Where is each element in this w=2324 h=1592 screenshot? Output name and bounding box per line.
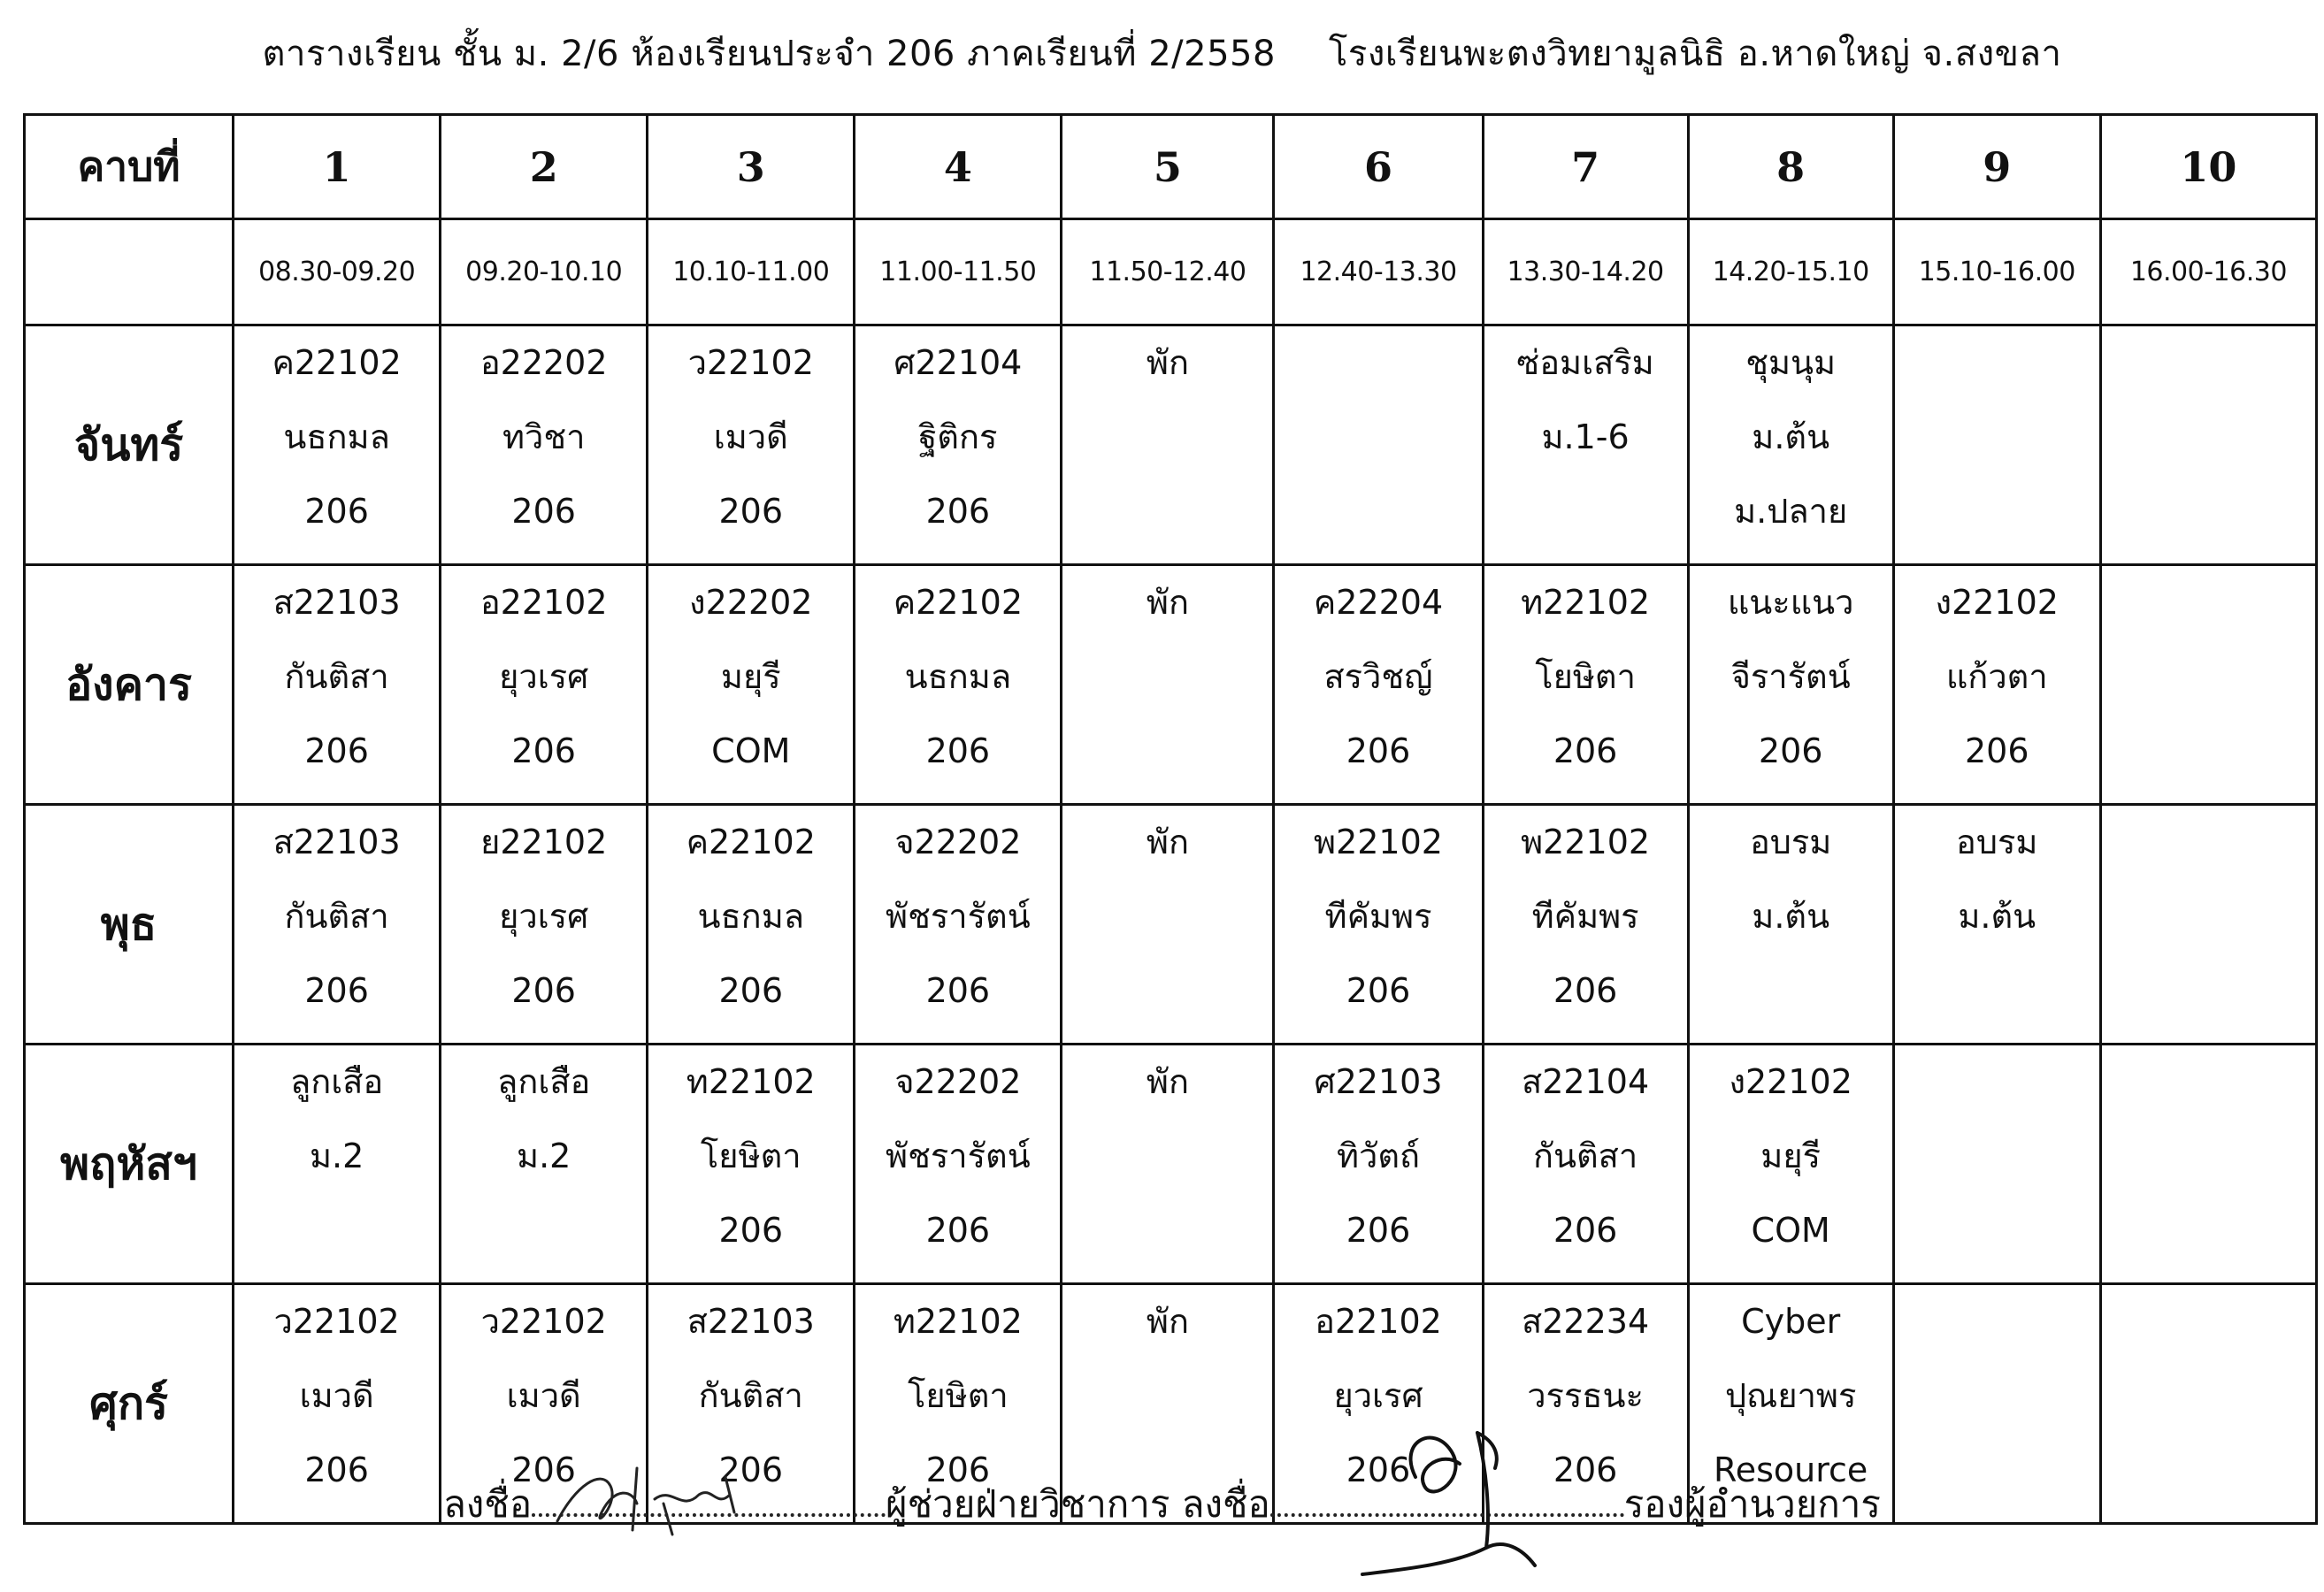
slot-room: 206	[718, 492, 784, 531]
slot-subject: ค22204	[1313, 583, 1444, 622]
slot-room	[1062, 489, 1272, 563]
slot-subject	[1895, 1299, 2099, 1374]
slot-teacher	[1062, 894, 1272, 968]
slot-teacher: ทีคัมพร	[1324, 897, 1432, 936]
class-slot	[2100, 565, 2316, 805]
slot-teacher: ยุวเรศ	[499, 657, 589, 696]
class-slot	[1893, 1045, 2100, 1284]
period-header-row	[25, 115, 2317, 219]
slot-teacher: โยษิตา	[907, 1376, 1009, 1415]
slot-subject: อบรม	[1956, 823, 2038, 861]
slot-subject: พัก	[1146, 583, 1189, 622]
slot-teacher: ทีคัมพร	[1531, 897, 1639, 936]
class-slot	[1274, 1045, 1483, 1284]
slot-teacher: กันติสา	[284, 657, 389, 696]
slot-subject: ศ22104	[894, 343, 1023, 382]
schedule-table	[23, 113, 2318, 1525]
period-time: 09.20-10.10	[441, 219, 648, 325]
class-slot	[441, 805, 648, 1045]
slot-teacher: ปุณยาพร	[1724, 1376, 1857, 1415]
slot-teacher	[1895, 415, 2099, 489]
slot-subject: พ22102	[1314, 823, 1443, 861]
slot-teacher	[1895, 1374, 2099, 1448]
class-slot	[1893, 565, 2100, 805]
slot-room: 206	[1553, 731, 1618, 770]
class-slot	[1688, 1045, 1893, 1284]
slot-room: 206	[1346, 1211, 1411, 1250]
slot-subject: ว22102	[687, 343, 814, 382]
slot-room	[2102, 968, 2315, 1043]
class-slot	[648, 325, 855, 565]
slot-room: 206	[925, 971, 991, 1010]
class-slot	[1274, 325, 1483, 565]
day-row	[25, 1045, 2317, 1284]
slot-subject: ส22234	[1522, 1302, 1650, 1341]
class-slot	[1483, 1045, 1688, 1284]
slot-subject: ว22102	[480, 1302, 607, 1341]
slot-teacher: กันติสา	[698, 1376, 803, 1415]
class-slot	[441, 565, 648, 805]
class-slot	[1062, 325, 1274, 565]
period-time: 11.50-12.40	[1062, 219, 1274, 325]
slot-subject: ส22103	[272, 823, 401, 861]
period-time: 11.00-11.50	[855, 219, 1062, 325]
slot-teacher	[2102, 1134, 2315, 1208]
period-time: 10.10-11.00	[648, 219, 855, 325]
period-number: 7	[1483, 115, 1688, 219]
class-slot	[1893, 325, 2100, 565]
slot-teacher	[1895, 1134, 2099, 1208]
slot-subject: ท22102	[893, 1302, 1023, 1341]
slot-teacher: ม.1-6	[1541, 417, 1630, 456]
class-slot	[1274, 565, 1483, 805]
period-time: 16.00-16.30	[2100, 219, 2316, 325]
class-slot	[1274, 805, 1483, 1045]
slot-teacher	[2102, 1374, 2315, 1448]
slot-room: 206	[1346, 971, 1411, 1010]
slot-subject: ท22102	[686, 1062, 816, 1101]
slot-subject: พัก	[1146, 343, 1189, 382]
period-time: 08.30-09.20	[234, 219, 441, 325]
slot-subject: จ22202	[894, 1062, 1022, 1101]
slot-subject: ค22102	[686, 823, 816, 861]
class-slot	[855, 565, 1062, 805]
class-slot	[2100, 805, 2316, 1045]
period-time: 13.30-14.20	[1483, 219, 1688, 325]
slot-subject: ย22102	[480, 823, 608, 861]
slot-teacher: ยุวเรศ	[1333, 1376, 1423, 1415]
slot-subject: ว22102	[273, 1302, 400, 1341]
period-number: 8	[1688, 115, 1893, 219]
period-number: 2	[441, 115, 648, 219]
class-slot	[1062, 565, 1274, 805]
day-name: พุธ	[25, 805, 234, 1045]
day-row	[25, 565, 2317, 805]
sign-label-1: ลงชื่อ	[443, 1482, 533, 1526]
slot-room	[2102, 489, 2315, 563]
slot-subject: อ22102	[1315, 1302, 1442, 1341]
slot-teacher	[1062, 1134, 1272, 1208]
class-slot	[234, 565, 441, 805]
slot-room	[1895, 968, 2099, 1043]
slot-room: 206	[1553, 1450, 1618, 1489]
slot-subject	[2102, 580, 2315, 654]
slot-teacher: ทิวัตถ์	[1336, 1137, 1421, 1175]
period-time: 12.40-13.30	[1274, 219, 1483, 325]
time-row	[25, 219, 2317, 325]
slot-subject	[1895, 341, 2099, 415]
slot-room: 206	[1346, 1450, 1411, 1489]
slot-subject: จ22202	[894, 823, 1022, 861]
slot-room: 206	[718, 971, 784, 1010]
slot-teacher	[2102, 415, 2315, 489]
slot-subject: ลูกเสือ	[497, 1062, 591, 1101]
slot-subject: แนะแนว	[1727, 583, 1854, 622]
slot-teacher: พัชรารัตน์	[886, 897, 1031, 936]
slot-teacher: เมวดี	[299, 1376, 374, 1415]
slot-subject: ซ่อมเสริม	[1516, 343, 1654, 382]
slot-teacher	[2102, 654, 2315, 729]
day-name: พฤหัสฯ	[25, 1045, 234, 1284]
slot-room: 206	[304, 492, 369, 531]
slot-room	[2102, 1208, 2315, 1282]
slot-subject	[2102, 1299, 2315, 1374]
slot-teacher: ม.2	[309, 1137, 364, 1175]
class-slot	[855, 325, 1062, 565]
period-label: คาบที่	[25, 115, 234, 219]
class-slot	[648, 805, 855, 1045]
slot-room: 206	[1964, 731, 2029, 770]
class-slot	[1483, 805, 1688, 1045]
slot-teacher: กันติสา	[284, 897, 389, 936]
slot-room	[1484, 489, 1687, 563]
slot-room: 206	[1553, 1211, 1618, 1250]
class-slot	[1688, 325, 1893, 565]
slot-room: COM	[1751, 1211, 1830, 1250]
slot-subject: อบรม	[1749, 823, 1832, 861]
class-slot	[1688, 565, 1893, 805]
slot-subject: ค22102	[893, 583, 1023, 622]
slot-room: 206	[718, 1211, 784, 1250]
period-number: 6	[1274, 115, 1483, 219]
time-label-empty	[25, 219, 234, 325]
slot-teacher: วรรธนะ	[1527, 1376, 1644, 1415]
slot-subject	[2102, 341, 2315, 415]
slot-subject: พ22102	[1521, 823, 1651, 861]
signature-line	[0, 1475, 2324, 1534]
slot-subject: พัก	[1146, 1302, 1189, 1341]
slot-subject	[1895, 1060, 2099, 1134]
slot-teacher: เมวดี	[506, 1376, 581, 1415]
period-time: 15.10-16.00	[1893, 219, 2100, 325]
class-slot	[441, 1045, 648, 1284]
slot-teacher: กันติสา	[1532, 1137, 1638, 1175]
slot-room	[234, 1208, 439, 1282]
period-time: 14.20-15.10	[1688, 219, 1893, 325]
slot-room	[1062, 968, 1272, 1043]
slot-subject: อ22202	[479, 343, 608, 382]
period-number: 3	[648, 115, 855, 219]
slot-teacher: เมวดี	[713, 417, 788, 456]
slot-subject: ง22202	[689, 583, 813, 622]
slot-room: COM	[711, 731, 791, 770]
class-slot	[1062, 805, 1274, 1045]
slot-teacher: โยษิตา	[1535, 657, 1636, 696]
slot-room	[1895, 1208, 2099, 1282]
slot-teacher: ม.2	[517, 1137, 571, 1175]
page-title	[0, 25, 2324, 81]
slot-subject: อ22102	[479, 583, 608, 622]
slot-subject: ส22104	[1522, 1062, 1650, 1101]
class-slot	[1688, 805, 1893, 1045]
class-slot	[1483, 565, 1688, 805]
slot-teacher: โยษิตา	[700, 1137, 802, 1175]
school-name: โรงเรียนพะตงวิทยามูลนิธิ อ.หาดใหญ่ จ.สงขลา	[1328, 34, 2062, 74]
period-number: 5	[1062, 115, 1274, 219]
class-slot	[234, 805, 441, 1045]
sign-label-2: ลงชื่อ	[1181, 1482, 1270, 1526]
slot-subject: พัก	[1146, 1062, 1189, 1101]
slot-teacher: ยุวเรศ	[499, 897, 589, 936]
slot-teacher: มยุรี	[720, 657, 781, 696]
period-number: 1	[234, 115, 441, 219]
slot-room: ม.ปลาย	[1734, 492, 1848, 531]
slot-teacher: นธกมล	[697, 897, 805, 936]
slot-teacher: นธกมล	[283, 417, 390, 456]
slot-teacher: แก้วตา	[1945, 657, 2048, 696]
slot-room: 206	[511, 492, 576, 531]
day-name: อังคาร	[25, 565, 234, 805]
slot-subject: Cyber	[1741, 1302, 1841, 1341]
slot-teacher: ม.ต้น	[1752, 417, 1830, 456]
slot-subject	[2102, 1060, 2315, 1134]
slot-teacher: ทวิชา	[502, 417, 586, 456]
slot-teacher: มยุรี	[1760, 1137, 1822, 1175]
class-slot	[2100, 325, 2316, 565]
slot-room: 206	[1758, 731, 1823, 770]
slot-teacher: จีรารัตน์	[1730, 657, 1851, 696]
slot-room	[441, 1208, 646, 1282]
slot-room	[1690, 968, 1892, 1043]
class-slot	[2100, 1045, 2316, 1284]
role-2: รองผู้อำนวยการ	[1623, 1482, 1881, 1526]
slot-subject: ง22102	[1935, 583, 2059, 622]
day-name: จันทร์	[25, 325, 234, 565]
day-row	[25, 805, 2317, 1045]
slot-room	[1275, 489, 1481, 563]
slot-room: 206	[925, 731, 991, 770]
day-row	[25, 325, 2317, 565]
slot-room: 206	[718, 1450, 784, 1489]
slot-teacher: สรวิชญ์	[1323, 657, 1433, 696]
slot-teacher	[2102, 894, 2315, 968]
class-slot	[648, 1045, 855, 1284]
period-number: 10	[2100, 115, 2316, 219]
slot-subject: ค22102	[272, 343, 402, 382]
slot-room: 206	[925, 1450, 991, 1489]
slot-subject: ท22102	[1521, 583, 1651, 622]
slot-room	[1895, 489, 2099, 563]
slot-room: 206	[304, 971, 369, 1010]
class-slot	[648, 565, 855, 805]
period-number: 9	[1893, 115, 2100, 219]
slot-teacher: ม.ต้น	[1958, 897, 2036, 936]
slot-subject: ง22102	[1729, 1062, 1852, 1101]
class-slot	[855, 1045, 1062, 1284]
slot-room: 206	[304, 1450, 369, 1489]
slot-teacher	[1062, 654, 1272, 729]
slot-subject: ลูกเสือ	[289, 1062, 384, 1101]
slot-subject: ส22103	[686, 1302, 815, 1341]
slot-teacher	[1062, 415, 1272, 489]
slot-room: 206	[511, 1450, 576, 1489]
slot-room: 206	[511, 731, 576, 770]
slot-teacher: พัชรารัตน์	[886, 1137, 1031, 1175]
period-number: 4	[855, 115, 1062, 219]
class-slot	[441, 325, 648, 565]
role-1: ผู้ช่วยฝ่ายวิชาการ	[886, 1482, 1170, 1526]
slot-room: 206	[511, 971, 576, 1010]
class-slot	[1483, 325, 1688, 565]
class-slot	[234, 325, 441, 565]
slot-room: 206	[1553, 971, 1618, 1010]
class-slot	[1893, 805, 2100, 1045]
slot-room: 206	[1346, 731, 1411, 770]
slot-room: Resource	[1714, 1450, 1868, 1489]
slot-subject	[1275, 341, 1481, 415]
slot-teacher: นธกมล	[904, 657, 1012, 696]
slot-teacher	[1275, 415, 1481, 489]
slot-subject: ชุมนุม	[1745, 343, 1837, 382]
signature-field-2	[1270, 1483, 1624, 1517]
class-slot	[234, 1045, 441, 1284]
slot-subject: ส22103	[272, 583, 401, 622]
slot-room: 206	[304, 731, 369, 770]
day-name: ศุกร์	[25, 1284, 234, 1524]
class-slot	[855, 805, 1062, 1045]
signature-field-1	[532, 1483, 886, 1517]
schedule-title: ตารางเรียน ชั้น ม. 2/6 ห้องเรียนประจำ 206 ภาคเรียนที่ 2/2558	[262, 34, 1276, 74]
slot-subject	[2102, 820, 2315, 894]
slot-room	[1062, 729, 1272, 803]
class-slot	[1062, 1045, 1274, 1284]
slot-teacher: ฐิติกร	[918, 417, 998, 456]
slot-room: 206	[925, 492, 991, 531]
slot-room	[2102, 729, 2315, 803]
slot-room: 206	[925, 1211, 991, 1250]
slot-subject: ศ22103	[1314, 1062, 1443, 1101]
slot-subject: พัก	[1146, 823, 1189, 861]
slot-teacher: ม.ต้น	[1752, 897, 1830, 936]
slot-room	[1062, 1208, 1272, 1282]
slot-teacher	[1062, 1374, 1272, 1448]
